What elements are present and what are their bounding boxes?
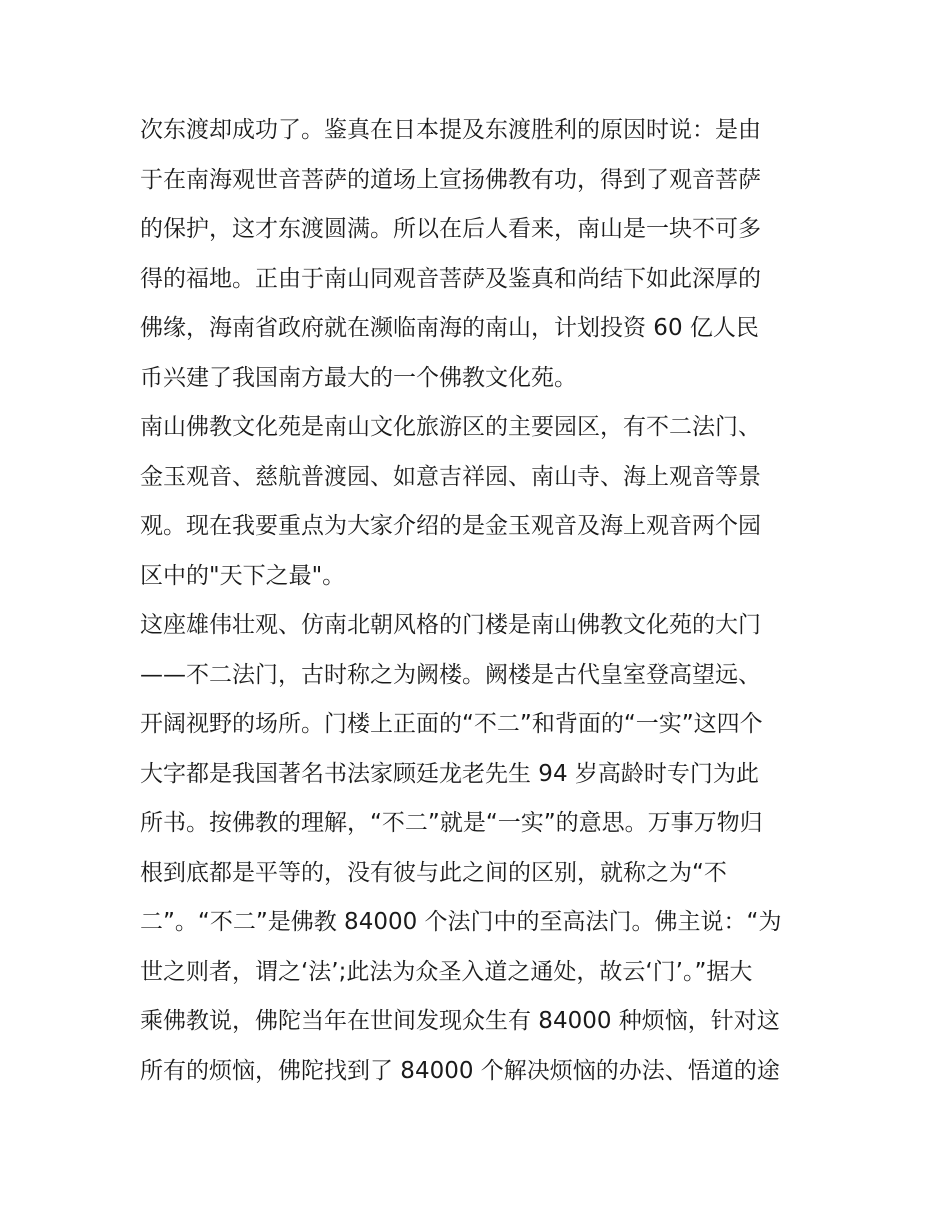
text-line: 所有的烦恼，佛陀找到了 84000 个解决烦恼的办法、悟道的途 [140, 1057, 780, 1084]
text-line: 世之则者，谓之‘法’;此法为众圣入道之通处，故云‘门’。”据大 [140, 958, 753, 985]
text-line: 这座雄伟壮观、仿南北朝风格的门楼是南山佛教文化苑的大门 [140, 612, 761, 638]
text-line: 币兴建了我国南方最大的一个佛教文化苑。 [140, 364, 577, 391]
text-line: 所书。按佛教的理解，“不二”就是“一实”的意思。万事万物归 [140, 810, 763, 836]
text-line: 根到底都是平等的，没有彼与此之间的区别，就称之为“不 [140, 859, 727, 886]
text-line: 乘佛教说，佛陀当年在世间发现众生有 84000 种烦恼，针对这 [140, 1008, 780, 1034]
text-line: 开阔视野的场所。门楼上正面的“不二”和背面的“一实”这四个 [140, 711, 763, 737]
body-text [140, 106, 820, 1096]
text-line: 大字都是我国著名书法家顾廷龙老先生 94 岁高龄时专门为此 [140, 760, 759, 787]
text-line: 佛缘，海南省政府就在濒临南海的南山，计划投资 60 亿人民 [140, 315, 759, 341]
text-line: ——不二法门，古时称之为阙楼。阙楼是古代皇室登高望远、 [140, 661, 761, 688]
text-line: 的保护，这才东渡圆满。所以在后人看来，南山是一块不可多 [140, 216, 761, 242]
text-line: 区中的"天下之最"。 [140, 562, 346, 589]
text-line: 于在南海观世音菩萨的道场上宣扬佛教有功，得到了观音菩萨 [140, 166, 761, 193]
text-line: 金玉观音、慈航普渡园、如意吉祥园、南山寺、海上观音等景 [140, 463, 761, 490]
text-line: 南山佛教文化苑是南山文化旅游区的主要园区，有不二法门、 [140, 414, 761, 440]
text-line: 二”。“不二”是佛教 84000 个法门中的至高法门。佛主说：“为 [140, 909, 782, 935]
text-line: 得的福地。正由于南山同观音菩萨及鉴真和尚结下如此深厚的 [140, 265, 761, 292]
text-line: 次东渡却成功了。鉴真在日本提及东渡胜利的原因时说：是由 [140, 117, 761, 143]
text-line: 观。现在我要重点为大家介绍的是金玉观音及海上观音两个园 [140, 513, 761, 539]
